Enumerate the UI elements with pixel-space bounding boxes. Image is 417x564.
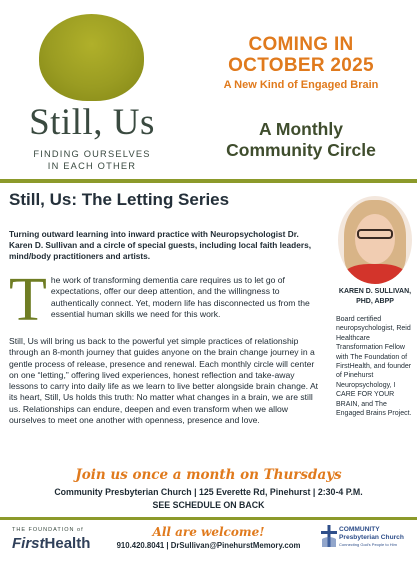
- circle-line1: A Monthly: [259, 119, 343, 139]
- coming-line2: OCTOBER 2025: [228, 55, 374, 76]
- coming-in-heading: [190, 34, 412, 76]
- church-logo-text: [339, 526, 417, 542]
- paragraph-1-text: he work of transforming dementia care requires us to let go of expectations, offer our deep attention, and the willingness to authentically connect. Yet, modern life has disconnected us from the essential human skills we need for this work.: [50, 275, 310, 320]
- engaged-brain-subtitle: A New Kind of Engaged Brain: [223, 79, 379, 91]
- drop-cap: T: [9, 266, 47, 334]
- community-circle-heading: [195, 119, 407, 161]
- contact-line[interactable]: 910.420.8041 | DrSullivan@PinehurstMemory.com: [116, 541, 301, 550]
- schedule-note: SEE SCHEDULE ON BACK: [152, 500, 265, 510]
- welcome-line: All are welcome!: [152, 525, 265, 539]
- coming-line1: COMING IN: [248, 34, 354, 55]
- church-cross-icon: [320, 525, 338, 547]
- church-line2: Presbyterian Church: [339, 534, 404, 541]
- paragraph-1: [9, 266, 324, 334]
- brand-tagline-line2: IN EACH OTHER: [47, 161, 137, 171]
- firsthealth-first: First: [12, 535, 45, 552]
- speaker-bio: Board certified neuropsychologist, Reid Healthcare Transformation Fellow with The Foundation of FirstHealth, and founder of Pinehurst Neuropsychology, I CARE FOR YOUR BRAIN, and The Engaged Brains Project.: [336, 316, 412, 418]
- church-tagline: Connecting God's People to Him: [339, 542, 397, 547]
- brand-tagline: [12, 148, 172, 172]
- venue-line: Community Presbyterian Church | 125 Everette Rd, Pinehurst | 2:30-4 P.M.: [54, 487, 363, 497]
- foundation-small: THE FOUNDATION: [12, 527, 75, 533]
- speaker-name-line2: PHD, ABPP: [356, 297, 394, 305]
- foundation-of: of: [77, 527, 84, 533]
- series-intro: Turning outward learning into inward practice with Neuropsychologist Dr. Karen D. Sullivan and a circle of special guests, including local faith leaders, mind/body practitioners and artists.: [9, 229, 312, 261]
- top-divider: [0, 179, 417, 183]
- speaker-portrait: [338, 196, 412, 284]
- portrait-glasses: [357, 229, 393, 239]
- circle-line2: Community Circle: [226, 140, 376, 160]
- firsthealth-health: Health: [44, 535, 91, 552]
- bottom-divider: [0, 517, 417, 520]
- portrait-shirt: [343, 264, 407, 284]
- paragraph-2: Still, Us will bring us back to the powerful yet simple practices of relationship through an 8-month journey that guides anyone on the brain change journey in a gentle process of release, presence and renewal. Each monthly circle will center on one “letting,” offering lived experiences, honest reflection and take-away lessons to carry into daily life as we learn to live better alongside brain change. At its heart, Still, Us holds this truth: No matter what changes in a brain, we are still us. Relationships can endure, deepen and even transform when we allow ourselves to meet one another with openness, presence and love.: [9, 336, 319, 426]
- brand-title: Still, Us: [29, 102, 155, 143]
- brand-tagline-line1: FINDING OURSELVES: [33, 149, 151, 159]
- join-us-line: Join us once a month on Thursdays: [75, 467, 342, 483]
- speaker-name-line1: KAREN D. SULLIVAN,: [338, 288, 412, 295]
- still-us-sun-logo: [39, 14, 144, 101]
- church-line1: COMMUNITY: [339, 526, 380, 533]
- series-title: Still, Us: The Letting Series: [9, 190, 230, 209]
- speaker-name: [336, 287, 414, 306]
- portrait-face: [355, 214, 395, 264]
